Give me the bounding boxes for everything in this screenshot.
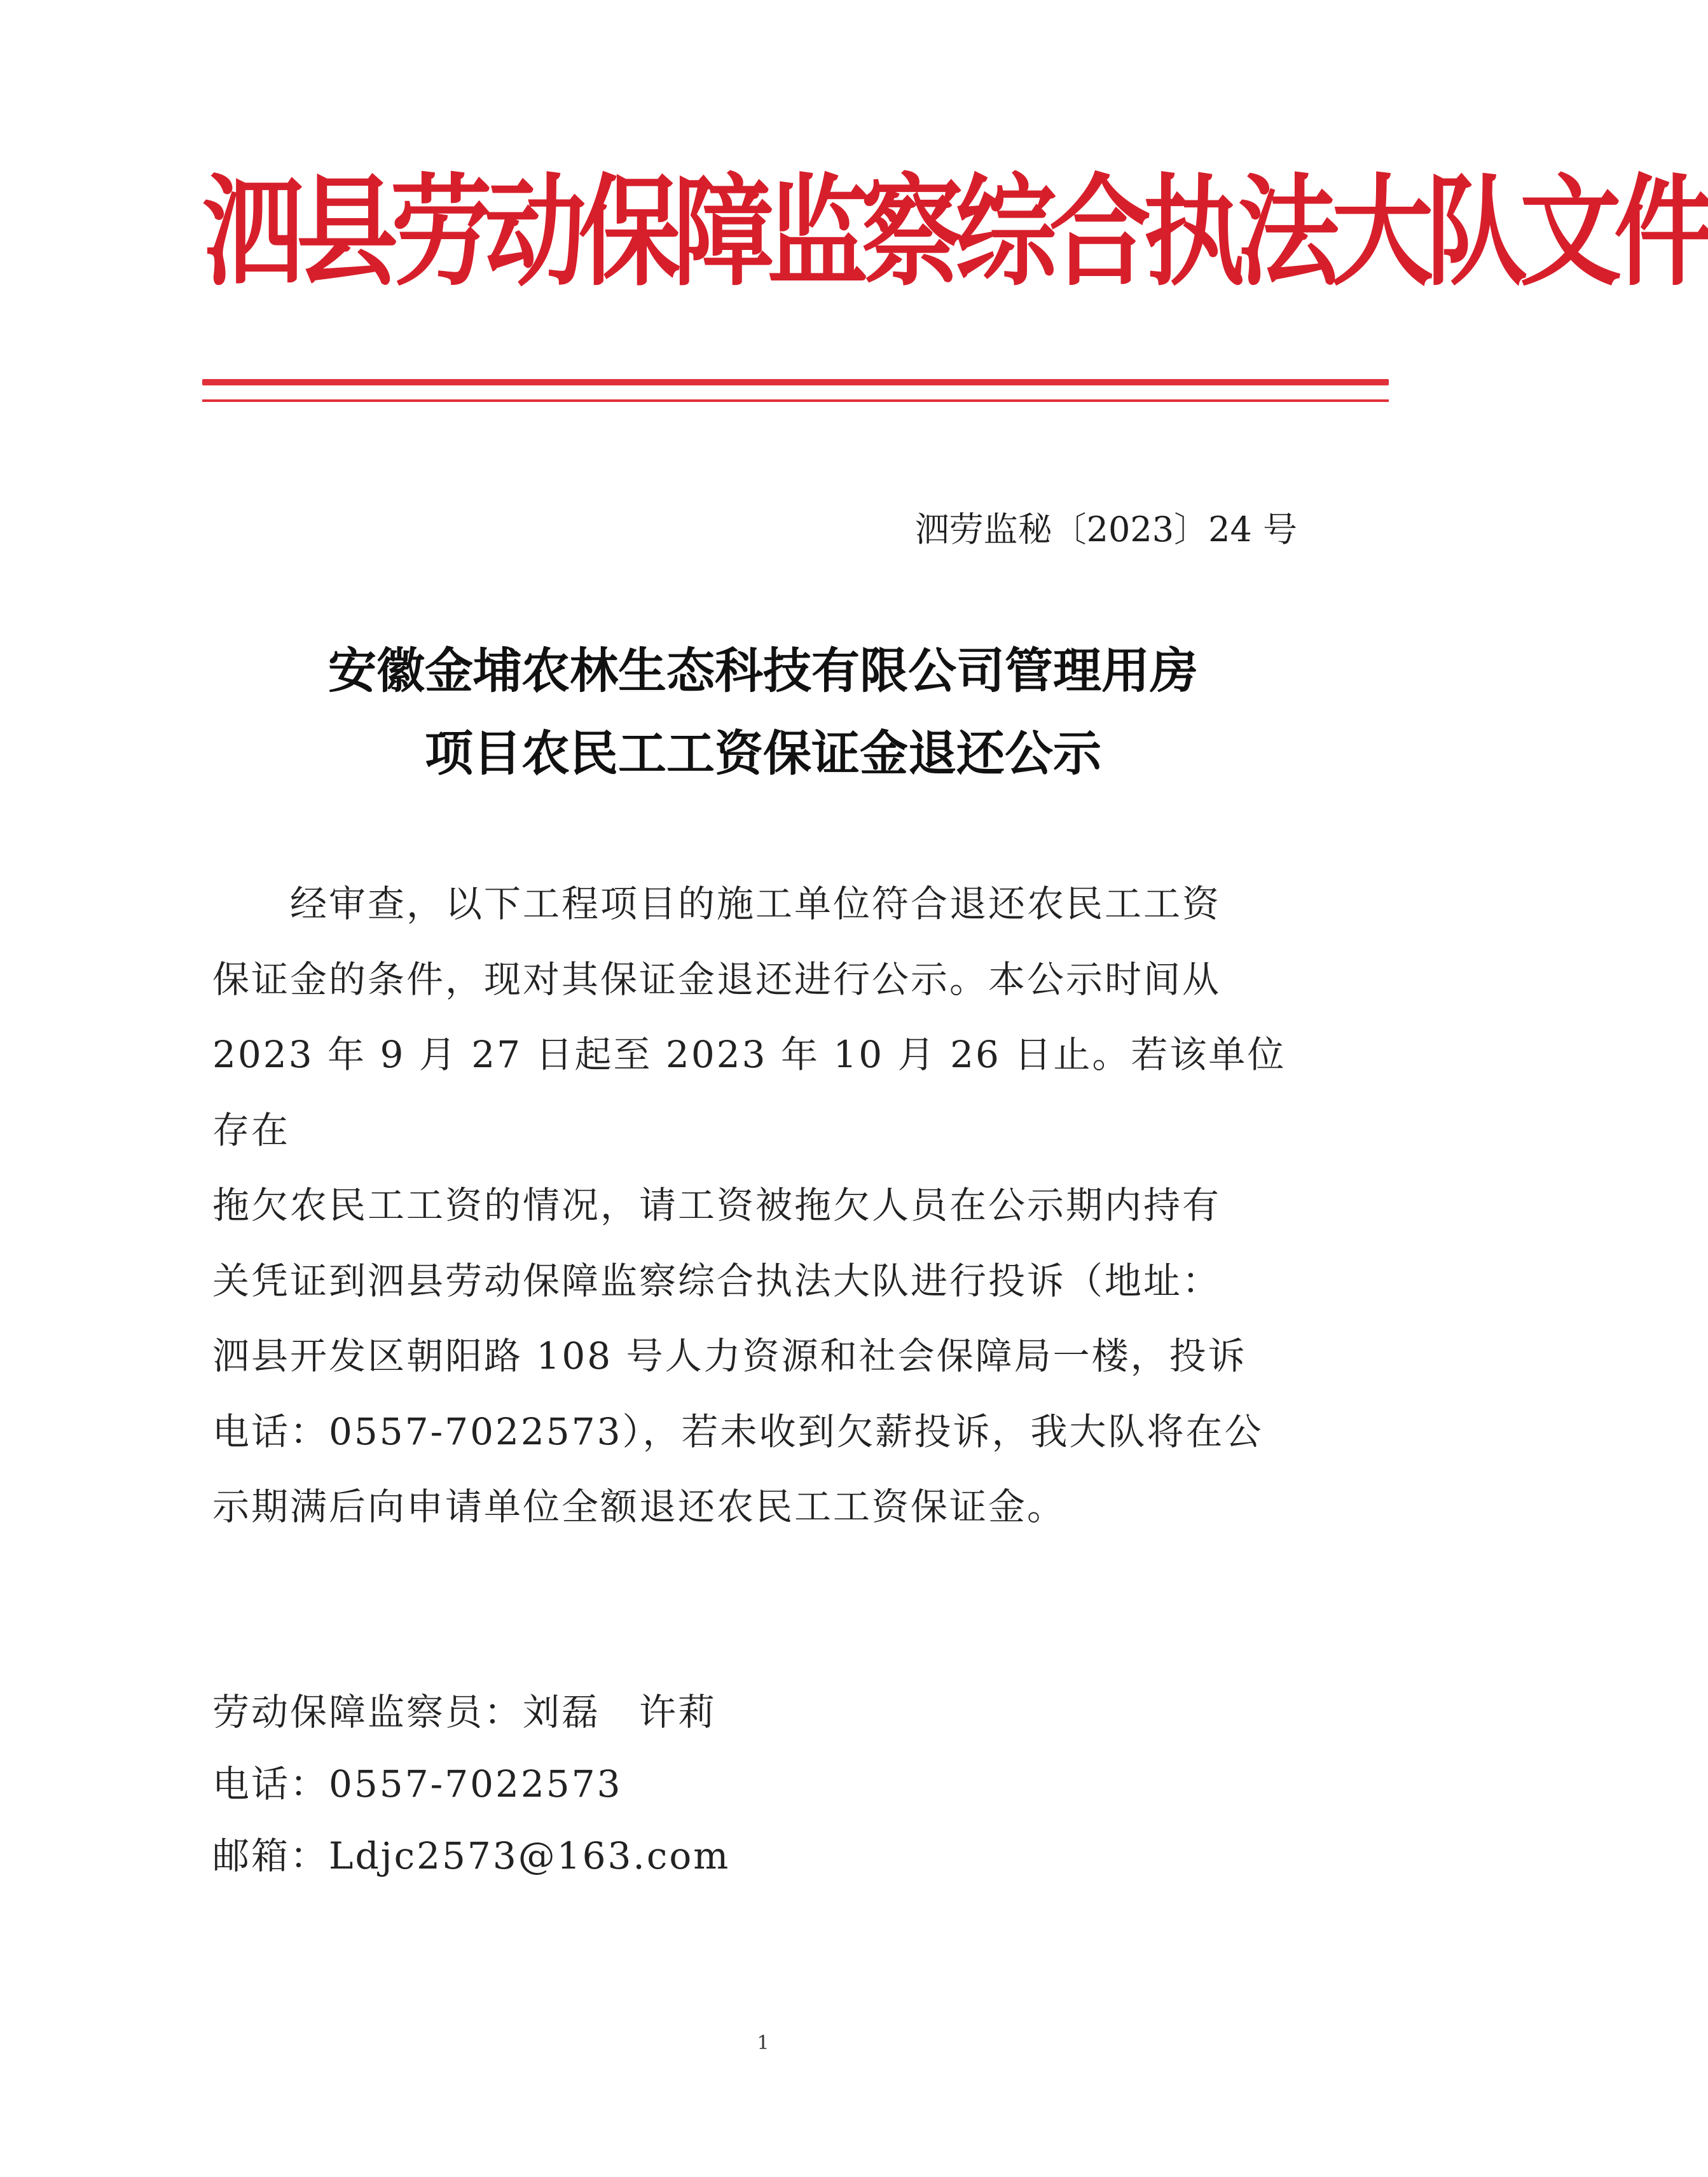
red-header-rule-thick bbox=[202, 379, 1389, 385]
title-line-1: 安徽金埔农林生态科技有限公司管理用房 bbox=[328, 642, 1198, 699]
document-title bbox=[210, 630, 1316, 795]
notice-body: 经审查，以下工程项目的施工单位符合退还农民工工资 保证金的条件，现对其保证金退还进行公示。本公示时间从 2023 年 9 月 27 日起至 2023 年 10 月 26 日止。若该单位存在 拖欠农民工工资的情况，请工资被拖欠人员在公示期内持有 关凭证到泗县劳动保障监察综合执法大队进行投诉（地址： 泗县开发区朝阳路 108 号人力资源和社会保障局一楼，投诉 电话：0557-7022573），若未收到欠薪投诉，我大队将在公 示期满后向申请单位全额退还农民工工资保证金。 bbox=[212, 882, 1286, 1528]
email-line: 邮箱：Ldjc2573@163.com bbox=[212, 1834, 731, 1877]
page-number: 1 bbox=[757, 2032, 769, 2054]
title-line-2: 项目农民工工资保证金退还公示 bbox=[425, 725, 1101, 782]
org-masthead: 泗县劳动保障监察综合执法大队文件 bbox=[202, 161, 1708, 303]
document-number: 泗劳监秘〔2023〕24 号 bbox=[914, 509, 1297, 549]
inspectors-line: 劳动保障监察员：刘磊 许莉 bbox=[212, 1690, 717, 1734]
phone-line: 电话：0557-7022573 bbox=[212, 1762, 623, 1806]
contact-block bbox=[212, 1676, 975, 1892]
red-header-rule-thin bbox=[202, 399, 1389, 402]
